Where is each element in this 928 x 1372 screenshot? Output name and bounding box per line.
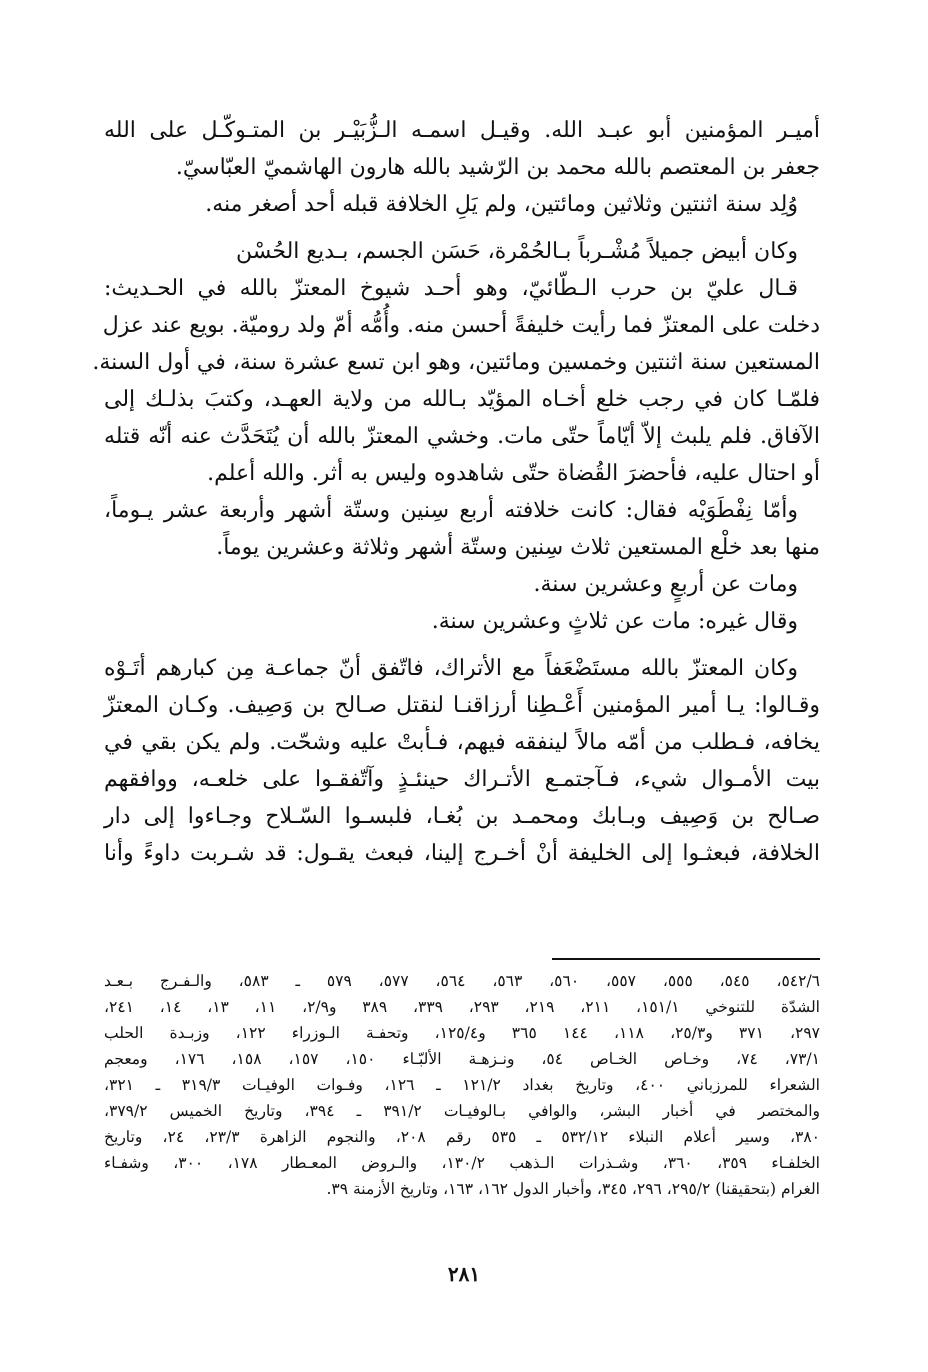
footnote-line: ٧٣/١، ٧٤، وخـاص الخـاص ٥٤، ونـزهـة الألبّـاء ١٥٠، ١٥٧، ١٥٨، ١٧٦، ومعجم	[104, 1050, 820, 1068]
text-line: قـال عليّ بن حرب الـطّائيّ، وهو أحـد شيوخ المعتزّ بالله في الحـديث:	[104, 276, 798, 301]
text-line: وكان أبيض جميلاً مُشْـرباً بـالحُمْرة، حَسَن الجسم، بـديع الحُسْن	[236, 239, 798, 264]
footnote-line: الشدّة للتنوخي ١٥١/١، ٢١١، ٢١٩، ٢٩٣، ٣٣٩، ٣٨٩ و٢/٩، ١١، ١٣، ١٤، ٢٤١،	[104, 998, 820, 1016]
text-line: بيت الأمـوال شيء، فـآجتمـع الأتـراك حينئـذٍ وآتّفقـوا على خلعـه، ووافقهم	[104, 767, 820, 792]
text-line: يخافه، فـطلب من أمّه مالاً لينفقه فيهم، فـأبتْ عليه وشحّت. ولم يكن بقي في	[104, 730, 820, 755]
footnote-line: الغرام (بتحقيقنا) ٢٩٥/٢، ٢٩٦، ٣٤٥، وأخبار الدول ١٦٢، ١٦٣، وتاريخ الأزمنة ٣٩.	[326, 1180, 820, 1198]
footnote-line: والمختصر في أخبار البشر، والوافي بـالوفيـات ٣٩١/٢ ـ ٣٩٤، وتاريخ الخميس ٣٧٩/٢،	[104, 1102, 820, 1120]
footnote-line: الشعراء للمرزباني ٤٠٠، وتاريخ بغداد ١٢١/٢ ـ ١٢٦، وفـوات الوفيـات ٣١٩/٣ ـ ٣٢١،	[104, 1076, 820, 1094]
text-line: أو احتال عليه، فأحضرَ القُضاة حتّى شاهدوه وليس به أثر. والله أعلم.	[207, 461, 820, 486]
text-line: دخلت على المعتزّ فما رأيت خليفةً أحسن منه. وأُمُّه أمّ ولد روميّة. بويع عند عزل	[102, 313, 820, 338]
text-line: المستعين سنة اثنتين وخمسين ومائتين، وهو ابن تسع عشرة سنة، في أول السنة.	[92, 350, 820, 375]
footnote-divider	[552, 958, 820, 960]
text-line: الآفاق. فلم يلبث إلاّ أيّاماً حتّى مات. وخشي المعتزّ بالله أن يُتَحَدَّث عنه أنّه قتله	[104, 424, 820, 449]
text-line: جعفر بن المعتصم بالله محمد بن الرّشيد بالله هارون الهاشميّ العبّاسيّ.	[175, 155, 820, 180]
text-line: صـالح بن وَصِيف وبـابك ومحمـد بن بُغـا، فلبسـوا السّـلاح وجـاءوا إلى دار	[104, 804, 820, 829]
main-text	[92, 112, 820, 872]
text-line: منها بعد خلْع المستعين ثلاث سِنين وستّة أشهر وثلاثة وعشرين يوماً.	[216, 535, 820, 560]
text-line: وقـالوا: يـا أمير المؤمنين أَعْـطِنا أرزاقنـا لنقتل صـالح بن وَصِيف. وكـان المعتزّ	[104, 693, 820, 718]
footnote-line: ٥٤٢/٦، ٥٤٥، ٥٥٥، ٥٥٧، ٥٦٠، ٥٦٣، ٥٦٤، ٥٧٧، ٥٧٩ ـ ٥٨٣، والـفـرج بـعـد	[104, 972, 821, 990]
text-line: وكان المعتزّ بالله مستَضْعَفاً مع الأتراك، فاتّفق أنّ جماعـة مِن كبارهم أتَـوْه	[104, 656, 798, 681]
footnotes	[104, 968, 820, 1202]
text-line: الخلافة، فبعثـوا إلى الخليفة أنْ أخـرج إلينا، فبعث يقـول: قد شـربت داوءً وأنا	[104, 841, 820, 866]
text-line: وُلِد سنة اثنتين وثلاثين ومائتين، ولم يَلِ الخلافة قبله أحد أصغر منه.	[205, 192, 798, 217]
text-line: وقال غيره: مات عن ثلاثٍ وعشرين سنة.	[431, 609, 798, 634]
text-line: فلمّـا كان في رجب خلع أخـاه المؤيّد بـالله من ولاية العهـد، وكتبَ بذلـك إلى	[104, 387, 820, 412]
text-line: أميـر المؤمنين أبو عبـد الله. وقيـل اسمـه الـزُّبَيْـر بن المتـوكّـل على الله	[104, 118, 820, 143]
footnote-line: ٣٨٠، وسير أعلام النبلاء ٥٣٢/١٢ ـ ٥٣٥ رقم ٢٠٨، والنجوم الزاهرة ٢٣/٣، ٢٤، وتاريخ	[104, 1128, 820, 1146]
footnote-line: الخلفـاء ٣٥٩، ٣٦٠، وشـذرات الـذهب ١٣٠/٢، والـروض المعـطار ١٧٨، ٣٠٠، وشفـاء	[104, 1154, 820, 1172]
page-number: ٢٨١	[447, 1262, 481, 1286]
text-line: ومات عن أربعٍ وعشرين سنة.	[533, 572, 798, 597]
text-line: وأمّا نِفْطَوَيْه فقال: كانت خلافته أربع سِنين وستّة أشهر وأربعة عشر يـوماً،	[104, 498, 798, 523]
footnote-line: ٢٩٧، ٣٧١ و٢٥/٣، ١١٨، ١٤٤ ٣٦٥ و١٢٥/٤، وتحفـة الـوزراء ١٢٢، وزبـدة الحلب	[104, 1024, 821, 1042]
